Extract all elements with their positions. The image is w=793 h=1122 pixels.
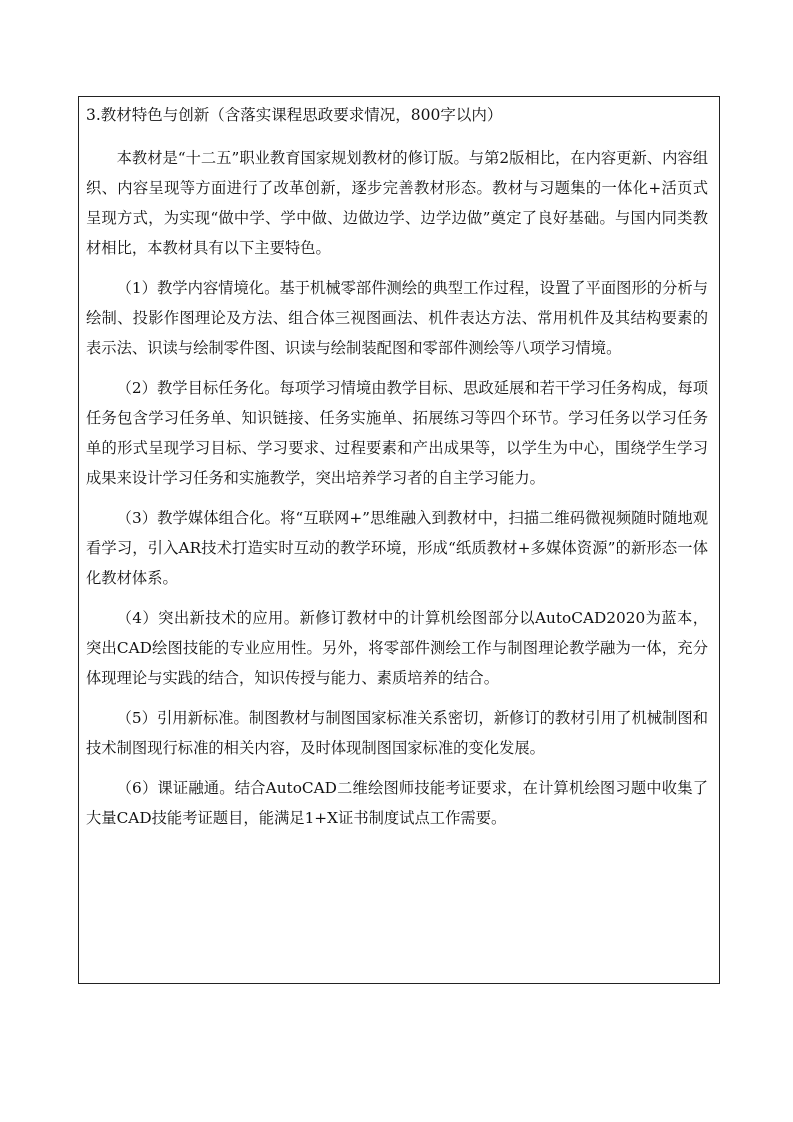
section-body [86, 143, 708, 843]
paragraph-feature-4: （4）突出新技术的应用。新修订教材中的计算机绘图部分以AutoCAD2020为蓝本，突出CAD绘图技能的专业应用性。另外，将零部件测绘工作与制图理论教学融为一体，充分体现理论与实践的结合，知识传授与能力、素质培养的结合。 [86, 609, 708, 687]
paragraph-feature-3: （3）教学媒体组合化。将“互联网+”思维融入到教材中，扫描二维码微视频随时随地观看学习，引入AR技术打造实时互动的教学环境，形成“纸质教材+多媒体资源”的新形态一体化教材体系。 [86, 509, 708, 587]
paragraph-feature-5: （5）引用新标准。制图教材与制图国家标准关系密切，新修订的教材引用了机械制图和技术制图现行标准的相关内容，及时体现制图国家标准的变化发展。 [86, 709, 708, 757]
paragraph-intro: 本教材是“十二五”职业教育国家规划教材的修订版。与第2版相比，在内容更新、内容组织、内容呈现等方面进行了改革创新，逐步完善教材形态。教材与习题集的一体化+活页式呈现方式，为实现“做中学、学中做、边做边学、边学边做”奠定了良好基础。与国内同类教材相比，本教材具有以下主要特色。 [86, 149, 708, 257]
paragraph-feature-2: （2）教学目标任务化。每项学习情境由教学目标、思政延展和若干学习任务构成，每项任务包含学习任务单、知识链接、任务实施单、拓展练习等四个环节。学习任务以学习任务单的形式呈现学习目标、学习要求、过程要素和产出成果等，以学生为中心，围绕学生学习成果来设计学习任务和实施教学，突出培养学习者的自主学习能力。 [86, 379, 708, 487]
paragraph-feature-6: （6）课证融通。结合AutoCAD二维绘图师技能考证要求，在计算机绘图习题中收集了大量CAD技能考证题目，能满足1+X证书制度试点工作需要。 [86, 779, 708, 827]
paragraph-feature-1: （1）教学内容情境化。基于机械零部件测绘的典型工作过程，设置了平面图形的分析与绘制、投影作图理论及方法、组合体三视图画法、机件表达方法、常用机件及其结构要素的表示法、识读与绘制零件图、识读与绘制装配图和零部件测绘等八项学习情境。 [86, 279, 708, 357]
section-heading: 3.教材特色与创新（含落实课程思政要求情况，800字以内） [86, 106, 503, 124]
